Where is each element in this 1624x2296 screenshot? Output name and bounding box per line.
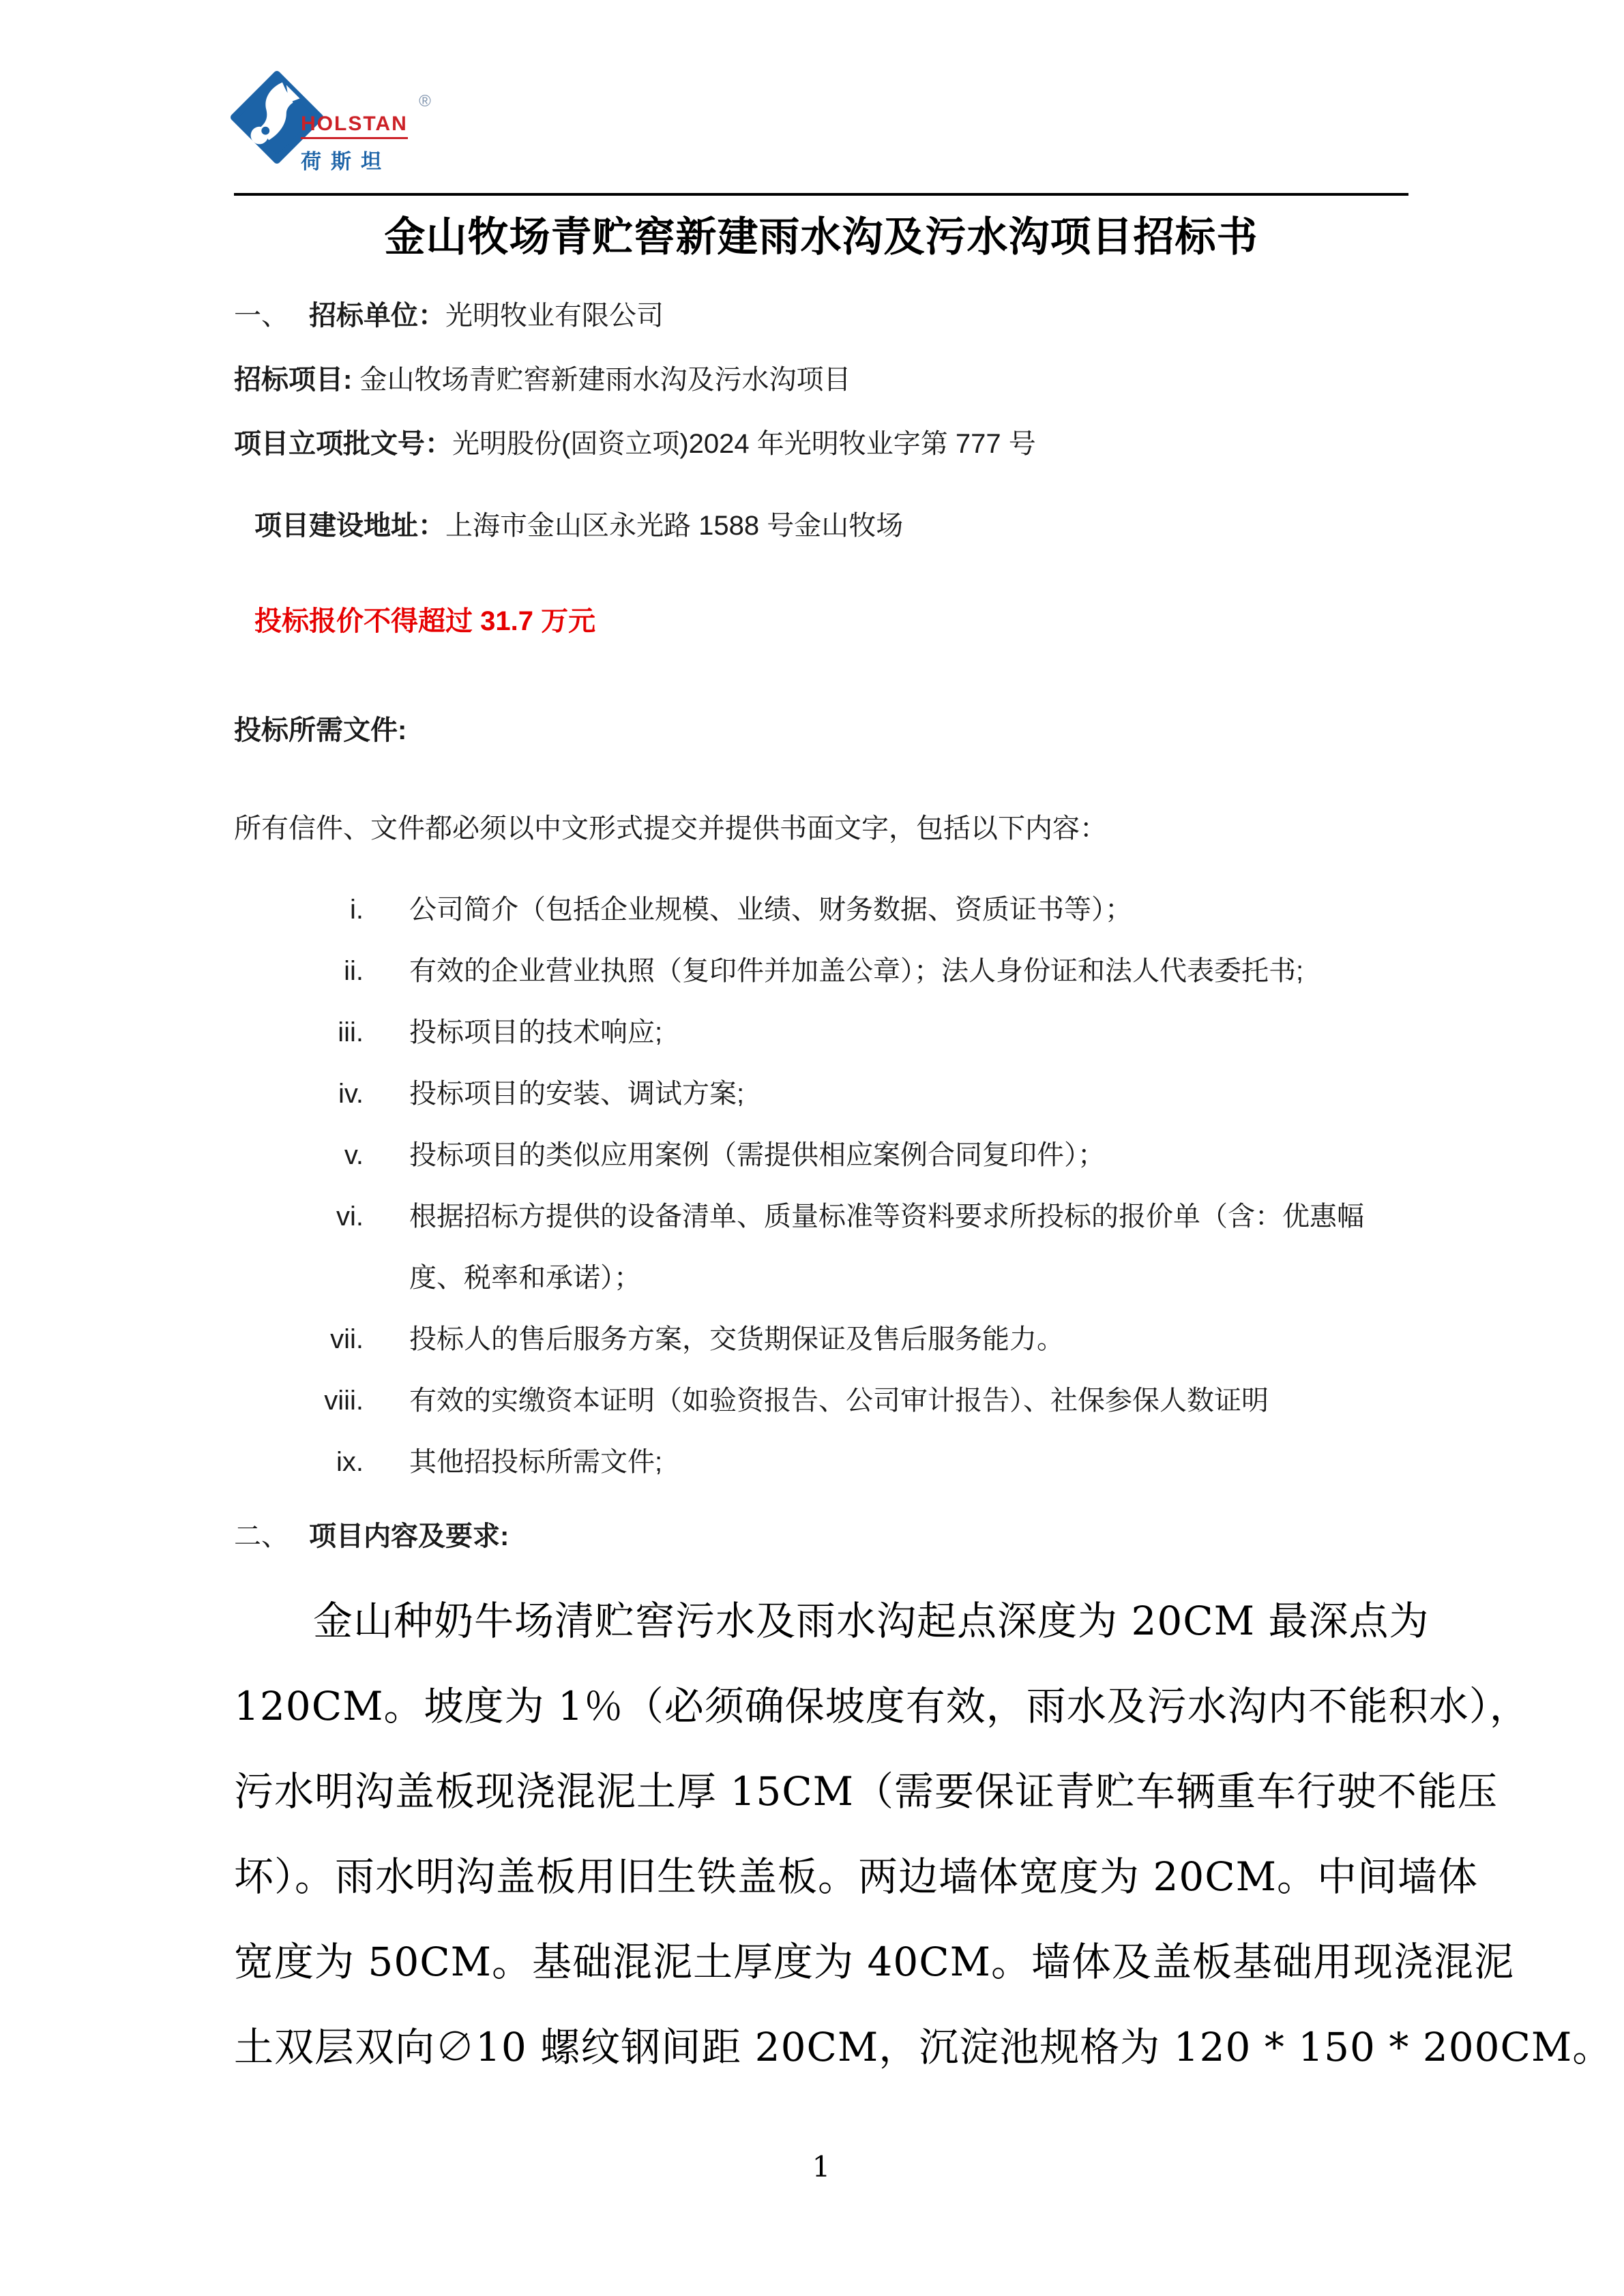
description-line: 金山种奶牛场清贮窖污水及雨水沟起点深度为 20CM 最深点为 [313, 1598, 1430, 1644]
construction-address-line [234, 509, 1408, 542]
document-title: 金山牧场青贮窖新建雨水沟及污水沟项目招标书 [384, 214, 1258, 260]
price-limit-notice: 投标报价不得超过 31.7 万元 [254, 606, 596, 636]
project-content-label: 项目内容及要求: [309, 1521, 510, 1551]
approval-number-label: 项目立项批文号： [234, 429, 452, 459]
construction-address-label: 项目建设地址： [254, 511, 445, 541]
list-item-text: 公司简介（包括企业规模、业绩、财务数据、资质证书等）； [409, 895, 1132, 925]
list-item [234, 1002, 1408, 1063]
approval-number-line [234, 428, 1408, 460]
roman-numeral: i. [350, 895, 364, 925]
logo-text [301, 92, 431, 175]
project-description [234, 1579, 1613, 2090]
roman-numeral: iv. [338, 1079, 364, 1109]
list-item [234, 1124, 1408, 1186]
approval-number-value: 光明股份(固资立项)2024 年光明牧业字第 777 号 [452, 429, 1036, 459]
registered-trademark-mark: ® [419, 92, 431, 110]
tender-unit-value: 光明牧业有限公司 [445, 301, 664, 331]
roman-numeral: vi. [336, 1202, 364, 1232]
list-item [234, 879, 1408, 940]
description-line: 土双层双向∅10 螺纹钢间距 20CM，沉淀池规格为 120 * 150 * 200CM。 [234, 2024, 1613, 2070]
list-item-text: 有效的企业营业执照（复印件并加盖公章）；法人身份证和法人代表委托书; [409, 956, 1304, 986]
list-item-text: 投标项目的安装、调试方案; [409, 1079, 745, 1109]
description-line: 污水明沟盖板现浇混泥土厚 15CM（需要保证青贮车辆重车行驶不能压 [234, 1768, 1498, 1815]
list-item-text: 其他招投标所需文件; [409, 1447, 663, 1477]
list-item-text: 投标项目的技术响应; [409, 1017, 663, 1047]
roman-numeral: vii. [330, 1324, 364, 1354]
list-item-text: 有效的实缴资本证明（如验资报告、公司审计报告）、社保参保人数证明 [409, 1386, 1269, 1416]
section-2-heading [234, 1520, 1408, 1553]
list-item [234, 940, 1408, 1002]
project-name-line [234, 363, 1408, 396]
list-item-text: 投标人的售后服务方案，交货期保证及售后服务能力。 [409, 1324, 1064, 1354]
roman-numeral: viii. [324, 1386, 364, 1416]
description-line: 120CM。坡度为 1％（必须确保坡度有效，雨水及污水沟内不能积水）， [234, 1683, 1530, 1729]
description-line: 坏）。雨水明沟盖板用旧生铁盖板。两边墙体宽度为 20CM。中间墙体 [234, 1853, 1479, 1900]
construction-address-value: 上海市金山区永光路 1588 号金山牧场 [445, 511, 904, 541]
header-divider [234, 193, 1408, 196]
list-item [234, 1431, 1408, 1493]
section-1-heading [234, 299, 1408, 332]
page-number: 1 [812, 2150, 831, 2183]
roman-numeral: iii. [338, 1017, 364, 1047]
list-item [234, 1186, 1408, 1309]
list-item-text: 投标项目的类似应用案例（需提供相应案例合同复印件）； [409, 1140, 1105, 1170]
tender-unit-label: 招标单位： [309, 301, 445, 331]
section-2-number: 二、 [234, 1521, 289, 1551]
section-1-number: 一、 [234, 301, 289, 331]
list-item [234, 1370, 1408, 1431]
company-logo [234, 70, 452, 173]
list-item-text: 根据招标方提供的设备清单、质量标准等资料要求所投标的报价单（含：优惠幅度、税率和承诺）； [409, 1202, 1364, 1293]
list-item [234, 1309, 1408, 1370]
brand-name-cn: 荷斯坦 [301, 151, 391, 173]
roman-numeral: ix. [336, 1447, 364, 1477]
brand-name-en: HOLSTAN [301, 113, 408, 139]
roman-numeral: ii. [344, 956, 364, 986]
list-item [234, 1063, 1408, 1124]
required-documents-heading: 投标所需文件: [234, 715, 407, 745]
description-line: 宽度为 50CM。基础混泥土厚度为 40CM。墙体及盖板基础用现浇混泥 [234, 1939, 1515, 1985]
documents-intro: 所有信件、文件都必须以中文形式提交并提供书面文字，包括以下内容： [234, 814, 1107, 844]
document-requirements-list [234, 879, 1408, 1493]
project-name-label: 招标项目: [234, 365, 353, 395]
project-name-value: 金山牧场青贮窖新建雨水沟及污水沟项目 [352, 365, 851, 395]
roman-numeral: v. [344, 1140, 364, 1170]
